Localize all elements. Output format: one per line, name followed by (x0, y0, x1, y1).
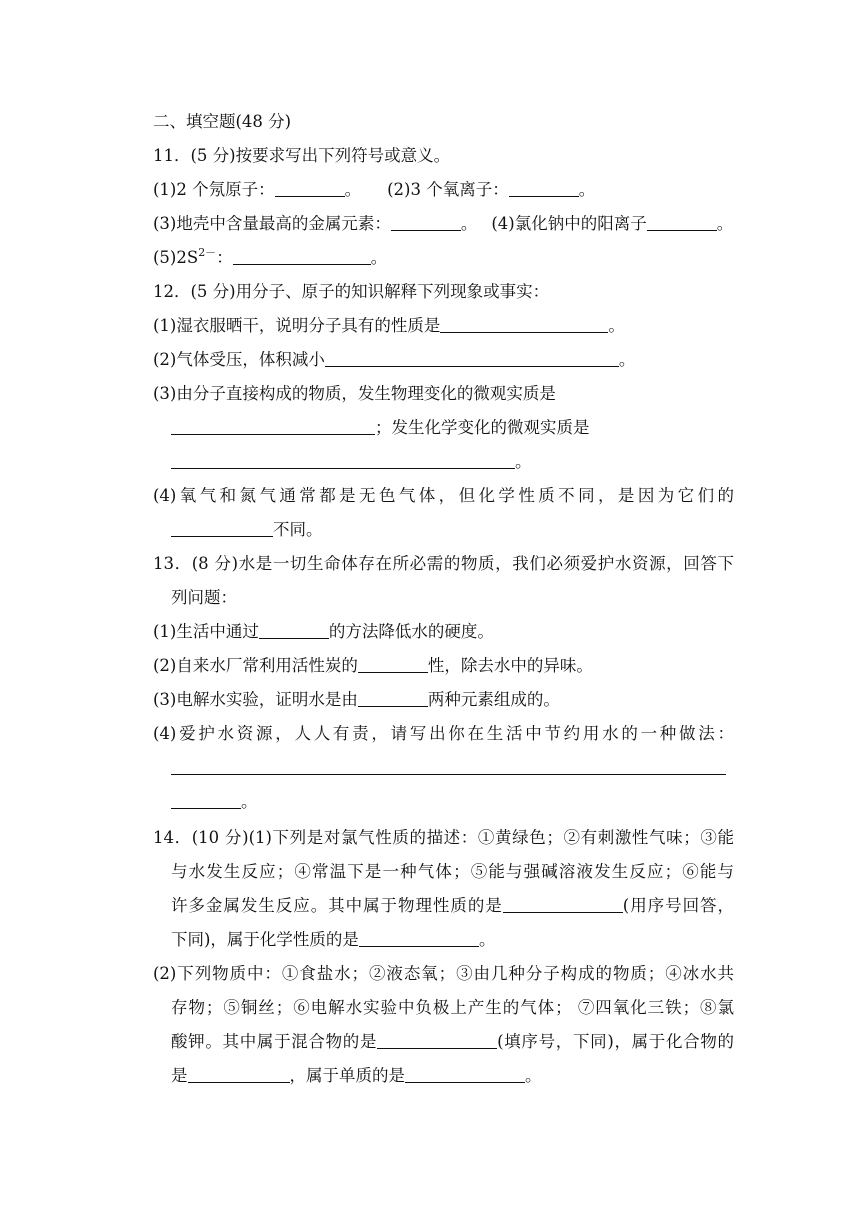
q12-row-3: (3)由分子直接构成的物质，发生物理变化的微观实质是 (153, 384, 556, 403)
answer-blank[interactable] (325, 349, 619, 367)
section-title: 二、填空题(48 分) (153, 112, 292, 131)
q13-row-6: 。 (171, 791, 734, 813)
answer-blank[interactable] (259, 621, 329, 639)
answer-blank[interactable] (377, 1031, 497, 1049)
answer-blank[interactable] (233, 247, 371, 265)
q11-row-2: (3)地壳中含量最高的金属元素： 。 (4)氯化钠中的阳离子 。 (153, 214, 734, 233)
q13-row-3: (3)电解水实验，证明水是由 两种元素组成的。 (153, 690, 560, 709)
answer-blank[interactable] (171, 417, 375, 435)
q14-row-5: (2)下列物质中：①食盐水；②液态氧；③由几种分子构成的物质；④冰水共 (153, 964, 734, 983)
answer-blank[interactable] (391, 213, 461, 231)
q12-row-6: (4)氧气和氮气通常都是无色气体，但化学性质不同，是因为它们的 (153, 486, 734, 505)
answer-blank[interactable] (358, 689, 428, 707)
answer-blank[interactable] (171, 791, 241, 809)
q14-row-8: 是 ，属于单质的是 。 (171, 1066, 542, 1085)
q12-stem: 12．(5 分)用分子、原子的知识解释下列现象或事实： (153, 282, 550, 301)
q14-row-4: 下同)，属于化学性质的是 。 (171, 930, 496, 949)
answer-blank[interactable] (188, 1065, 290, 1083)
answer-blank[interactable] (647, 213, 717, 231)
q14-row-1: 14．(10 分)(1)下列是对氯气性质的描述：①黄绿色；②有刺激性气味；③能 (153, 828, 734, 847)
q14-row-7: 酸钾。其中属于混合物的是 (填序号，下同)，属于化合物的 (171, 1032, 735, 1051)
q14-row-3: 许多金属发生反应。其中属于物理性质的是 (用序号回答， (171, 896, 735, 915)
q12-row-5: 。 (171, 451, 734, 473)
answer-blank[interactable] (171, 519, 273, 537)
answer-blank[interactable] (440, 315, 608, 333)
q12-row-4: ；发生化学变化的微观实质是 (171, 417, 734, 439)
q11-row-1: (1)2 个氖原子： 。 (2)3 个氧离子： 。 (153, 180, 596, 199)
answer-blank[interactable] (171, 757, 726, 775)
q12-row-7: 不同。 (171, 519, 734, 541)
q13-stem: 13．(8 分)水是一切生命体存在所必需的物质，我们必须爱护水资源，回答下 (153, 554, 734, 573)
q13-row-4: (4)爱护水资源，人人有责，请写出你在生活中节约用水的一种做法： (153, 724, 734, 743)
answer-blank[interactable] (359, 929, 479, 947)
answer-blank[interactable] (358, 655, 428, 673)
q11-row-3: $(5)2S^{2-}$： 。 (153, 246, 388, 267)
answer-blank[interactable] (275, 179, 345, 197)
q13-row-2: (2)自来水厂常利用活性炭的 性，除去水中的异味。 (153, 656, 593, 675)
q13-row-5 (171, 757, 734, 779)
q12-row-2: (2)气体受压，体积减小 。 (153, 350, 636, 369)
q13-row-1: (1)生活中通过 的方法降低水的硬度。 (153, 622, 494, 641)
q13-stem-cont: 列问题： (171, 588, 237, 607)
q11-stem: 11．(5 分)按要求写出下列符号或意义。 (153, 146, 451, 165)
answer-blank[interactable] (503, 895, 623, 913)
answer-blank[interactable] (509, 179, 579, 197)
q14-row-2: 与水发生反应；④常温下是一种气体；⑤能与强碱溶液发生反应；⑥能与 (171, 862, 734, 881)
q14-row-6: 存物；⑤铜丝；⑥电解水实验中负极上产生的气体； ⑦四氧化三铁；⑧氯 (171, 998, 734, 1017)
answer-blank[interactable] (405, 1065, 525, 1083)
q12-row-1: (1)湿衣服晒干，说明分子具有的性质是 。 (153, 316, 625, 335)
answer-blank[interactable] (171, 451, 515, 469)
